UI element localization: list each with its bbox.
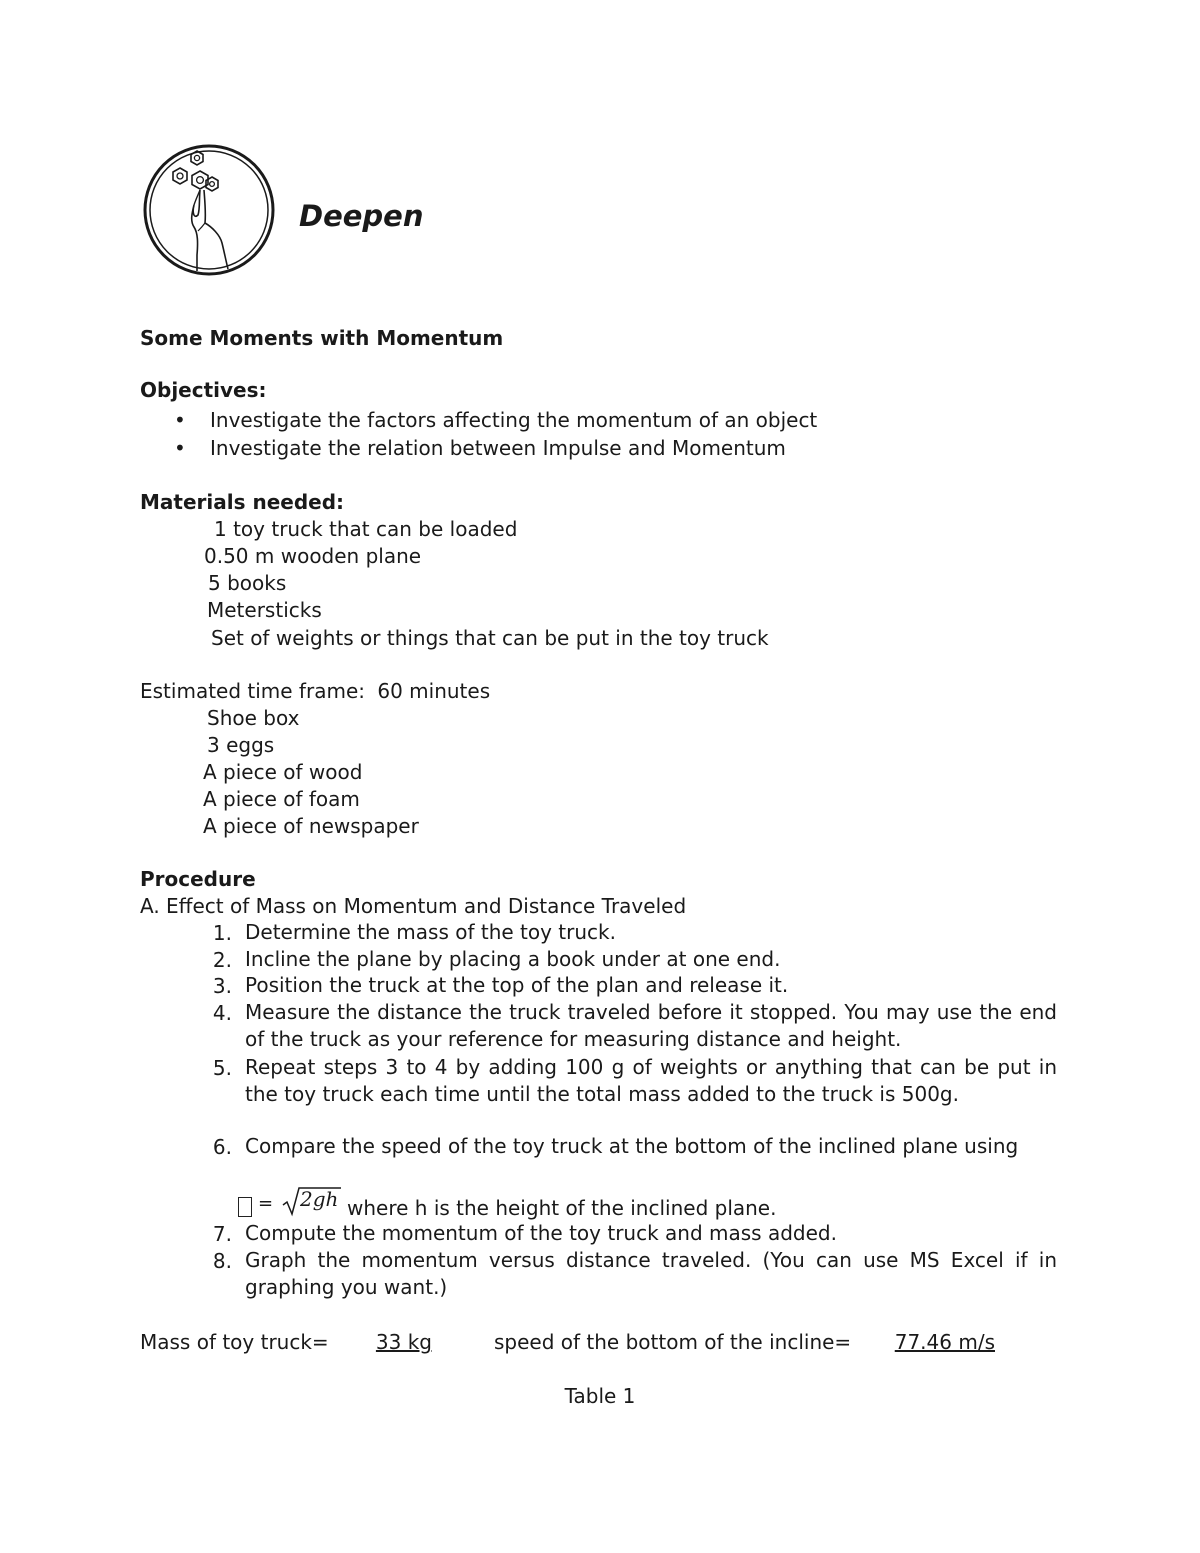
time-frame-item: Shoe box [207,706,300,730]
time-frame-value: 60 minutes [377,679,491,703]
objectives-heading: Objectives: [140,378,267,402]
procedure-step: Graph the momentum versus distance traveled. (You can use MS Excel if in graphing you want.) [245,1248,1057,1299]
step-number: 5. [212,1056,232,1080]
velocity-symbol-icon [238,1197,252,1217]
step-number: 1. [212,921,232,945]
activity-title: Some Moments with Momentum [140,326,504,350]
time-frame-label: Estimated time frame: [140,679,365,703]
procedure-step: Compare the speed of the toy truck at the bottom of the inclined plane using [245,1134,1019,1158]
bullet-icon: • [174,408,186,432]
step-number: 8. [212,1249,232,1273]
speed-label: speed of the bottom of the incline= [494,1330,852,1354]
procedure-step: Incline the plane by placing a book under at one end. [245,947,781,971]
time-frame [140,679,490,703]
time-frame-item: 3 eggs [207,733,275,757]
time-frame-item: A piece of foam [203,787,360,811]
mass-value: 33 kg [375,1330,432,1354]
material-item: 1 toy truck that can be loaded [214,517,518,541]
step-number: 2. [212,948,232,972]
formula-description: where h is the height of the inclined plane. [347,1196,777,1220]
deepen-logo-icon [142,143,276,277]
table-caption: Table 1 [564,1384,636,1408]
procedure-section-a: A. Effect of Mass on Momentum and Distance Traveled [140,894,687,918]
time-frame-item: A piece of newspaper [203,814,419,838]
step-number: 7. [212,1222,232,1246]
step-number: 3. [212,974,232,998]
formula-radicand: 2gh [300,1187,339,1211]
step-number: 6. [212,1135,232,1159]
step-number: 4. [212,1001,232,1025]
formula-equals: = [258,1193,274,1214]
procedure-step: Position the truck at the top of the plan and release it. [245,973,789,997]
speed-value: 77.46 m/s [894,1330,995,1354]
procedure-step: Determine the mass of the toy truck. [245,920,616,944]
procedure-step: Measure the distance the truck traveled before it stopped. You may use the end of the truck as your reference for measuring distance and height. [245,1000,1057,1051]
bullet-icon: • [174,436,186,460]
procedure-step: Compute the momentum of the toy truck and mass added. [245,1221,837,1245]
material-item: Set of weights or things that can be put in the toy truck [211,626,769,650]
materials-heading: Materials needed: [140,490,345,514]
time-frame-item: A piece of wood [203,760,363,784]
procedure-step: Repeat steps 3 to 4 by adding 100 g of weights or anything that can be put in the toy truck each time until the total mass added to the truck is 500g. [245,1055,1057,1106]
mass-label: Mass of toy truck= [140,1330,329,1354]
material-item: Metersticks [207,598,322,622]
section-title-deepen: Deepen [299,199,424,233]
material-item: 5 books [208,571,287,595]
procedure-heading: Procedure [140,867,256,891]
material-item: 0.50 m wooden plane [204,544,422,568]
